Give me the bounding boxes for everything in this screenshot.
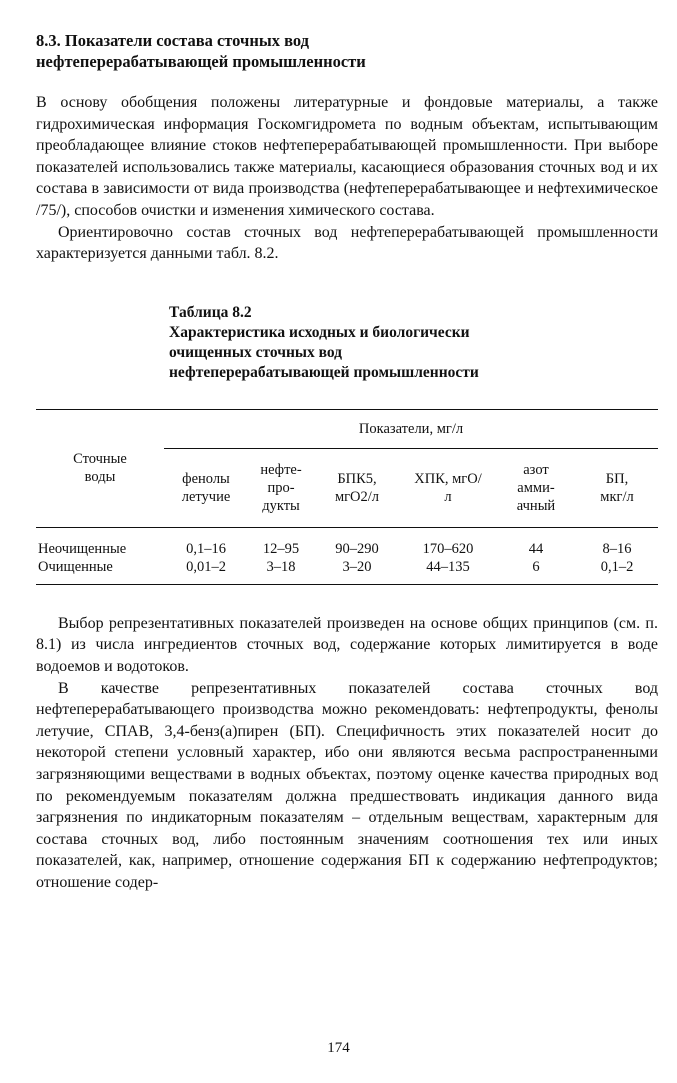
table-cell: 6 xyxy=(496,558,576,585)
table-cell: 3–18 xyxy=(248,558,314,585)
page-content xyxy=(36,30,658,893)
table-row xyxy=(36,558,658,585)
body-text xyxy=(36,613,658,894)
table-cell: 3–20 xyxy=(314,558,400,585)
table-cell: 44 xyxy=(528,540,544,557)
column-header: азот амми- ачный xyxy=(496,448,576,527)
data-table xyxy=(36,409,658,585)
group-header: Показатели, мг/л xyxy=(164,410,658,449)
row-header: Сточные воды xyxy=(36,410,164,528)
section-title-line2: нефтеперерабатывающей промышленности xyxy=(36,52,366,71)
paragraph: Ориентировочно состав сточных вод нефтеперерабатывающей промышленности характеризуется данными табл. 8.2. xyxy=(36,223,658,263)
paragraph: В качестве репрезентативных показателей состава сточных вод нефтеперерабатывающего производства можно рекомендовать: нефтепродукты, фенолы летучие, СПАВ, 3,4-бенз(а)пирен (БП). Специфичность этих показателей носит до некоторой степени условный характер, ибо они являются весьма распространенными загрязняющими веществами в водных объектах, поэтому оценке качества природных вод по рекомендуемым показателям должна предшествовать индикация данного вида загрязнения по индикаторным показателям – отдельным веществам, характерным для состава сточных вод, либо постоянным значениям соотношения тех или иных показателей, как, например, отношение содержания БП к содержанию нефтепродуктов; отношение содер- xyxy=(36,679,658,891)
table-cell: 170–620 xyxy=(422,540,474,557)
table-number: Таблица 8.2 xyxy=(169,303,252,321)
section-title-line1: 8.3. Показатели состава сточных вод xyxy=(36,31,309,50)
table-cell: 90–290 xyxy=(335,540,379,557)
table-row xyxy=(36,527,658,558)
paragraph: В основу обобщения положены литературные и фондовые материалы, а также гидрохимическая информация Госкомгидромета по водным объектам, испытывающим преобладающее влияние стоков нефтеперерабатывающей промышленности. При выборе показателей использовались также материалы, касающиеся образования сточных вод и их состава в зависимости от вида производства (нефтеперерабатывающее и нефтехимическое /75/), способов очистки и изменения химического состава. xyxy=(36,94,658,219)
table-caption-line3: нефтеперерабатывающей промышленности xyxy=(169,363,479,381)
table-cell: 0,01–2 xyxy=(164,558,248,585)
column-header: ХПК, мгО/л xyxy=(400,448,496,527)
table-caption-line1: Характеристика исходных и биологически xyxy=(169,323,470,341)
table-cell: 0,1–2 xyxy=(576,558,658,585)
table-cell: 44–135 xyxy=(400,558,496,585)
column-header: БП, мкг/л xyxy=(576,448,658,527)
paragraph: Выбор репрезентативных показателей произведен на основе общих принципов (см. п. 8.1) из числа ингредиентов сточных вод, содержание которых лимитируется в воде водоемов и водотоков. xyxy=(36,614,658,675)
table-cell: 12–95 xyxy=(262,540,300,557)
table-caption-line2: очищенных сточных вод xyxy=(169,343,343,361)
row-label: Очищенные xyxy=(36,558,164,585)
section-title xyxy=(36,30,658,72)
intro-text xyxy=(36,92,658,265)
row-label: Неочищенные xyxy=(38,540,127,557)
table-cell: 0,1–16 xyxy=(186,540,226,557)
column-header: нефте- про- дукты xyxy=(248,448,314,527)
page-number: 174 xyxy=(327,1040,350,1056)
column-header: фенолы летучие xyxy=(164,448,248,527)
table-caption xyxy=(169,303,658,383)
table-cell: 8–16 xyxy=(602,540,632,557)
column-header: БПК5, мгО2/л xyxy=(314,448,400,527)
